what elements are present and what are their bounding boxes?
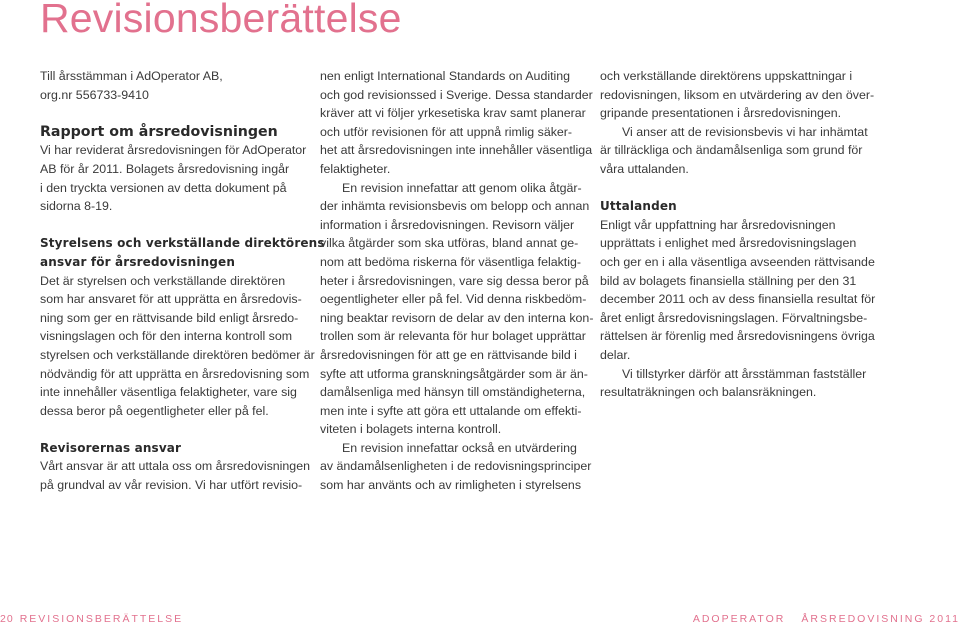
- text-line: våra uttalanden.: [600, 161, 689, 176]
- text-line: syfte att utforma granskningsåtgärder som är än-: [320, 366, 588, 381]
- evaluation-paragraph: [320, 439, 590, 495]
- text-line: året enligt årsredovisningslagen. Förvaltningsbe-: [600, 310, 868, 325]
- footer-report: ÅRSREDOVISNING 2011: [801, 613, 960, 625]
- text-line: oegentligheter eller på fel. Vid denna riskbedöm-: [320, 292, 587, 307]
- text-line: och verkställande direktörens uppskattningar i: [600, 69, 853, 83]
- text-line: gripande presentationen i årsredovisningen.: [600, 106, 842, 121]
- text-line: december 2011 och av dess finansiella resultat för: [600, 292, 876, 307]
- heading-board-responsibility-cont: ansvar för årsredovisningen: [40, 254, 236, 269]
- text-line: Enligt vår uppfattning har årsredovisningen: [600, 217, 836, 232]
- text-line: som har använts och av rimligheten i styrelsens: [320, 478, 582, 493]
- text-line: ning beaktar revisorn de delar av den interna kon-: [320, 310, 594, 325]
- recommendation-paragraph: [600, 365, 870, 402]
- text-line: Vi anser att de revisionsbevis vi har inhämtat: [622, 124, 868, 139]
- text-line: trollen som är relevanta för hur bolaget upprättar: [320, 329, 586, 344]
- text-line: visningslagen och för den interna kontroll som: [40, 329, 293, 344]
- text-line: En revision innefattar att genom olika åtgär-: [342, 180, 582, 195]
- text-line: dessa beror på oegentligheter eller på fel.: [40, 403, 269, 418]
- evidence-paragraph: [600, 123, 870, 179]
- text-line: nom att bedöma riskerna för väsentliga felaktig-: [320, 254, 582, 269]
- text-line: En revision innefattar också en utvärdering: [342, 440, 577, 455]
- text-line: der inhämta revisionsbevis om belopp och annan: [320, 199, 590, 214]
- estimates-paragraph: [600, 67, 875, 123]
- text-line: inte innehåller väsentliga felaktigheter, vare sig: [40, 385, 297, 400]
- text-line: nödvändig för att upprätta en årsredovisning som: [40, 366, 310, 381]
- text-line: Vi har reviderat årsredovisningen för AdOperator: [40, 143, 307, 158]
- text-line: Det är styrelsen och verkställande direktören: [40, 273, 286, 288]
- text-line: upprättats i enlighet med årsredovisningslagen: [600, 236, 857, 251]
- text-line: heter i årsredovisningen, vare sig dessa beror på: [320, 273, 589, 288]
- text-line: vilka åtgärder som ska utföras, bland annat ge-: [320, 236, 579, 251]
- text-line: men inte i syfte att göra ett uttalande om effekti-: [320, 403, 582, 418]
- text-line: felaktigheter.: [320, 161, 391, 176]
- page-number: 20: [0, 613, 14, 625]
- intro-paragraph: [40, 141, 312, 215]
- footer-right: [693, 612, 960, 626]
- text-line: årsredovisningen för att ge en rättvisande bild i: [320, 347, 577, 362]
- text-line: het att årsredovisningen inte innehåller väsentliga: [320, 143, 593, 158]
- text-line: och ger en i alla väsentliga avseenden rättvisande: [600, 254, 875, 269]
- address-block: [40, 67, 312, 104]
- text-line: rättelsen är förenlig med årsredovisningens övriga: [600, 329, 875, 344]
- footer-company: ADOPERATOR: [692, 613, 786, 625]
- text-line: och god revisionssed i Sverige. Dessa standarder: [320, 87, 593, 102]
- text-line: och utför revisionen för att uppnå rimlig säker-: [320, 124, 573, 139]
- text-line: i den tryckta versionen av detta dokument på: [40, 180, 287, 195]
- opinion-paragraph: [600, 216, 876, 365]
- heading-auditor-responsibility: Revisorernas ansvar: [40, 440, 182, 455]
- text-line: viteten i bolagets interna kontroll.: [320, 422, 502, 437]
- audit-procedures-paragraph: [320, 179, 594, 439]
- column-left: [40, 67, 325, 495]
- text-line: sidorna 8-19.: [40, 199, 113, 214]
- heading-report: Rapport om årsredovisningen: [40, 123, 278, 140]
- text-line: är tillräckliga och ändamålsenliga som grund för: [600, 143, 863, 158]
- page-title: Revisionsberättelse: [40, 0, 402, 41]
- text-line: av ändamålsenligheten i de redovisningsprinciper: [320, 459, 592, 474]
- footer-left: [0, 612, 183, 626]
- text-line: kräver att vi följer yrkesetiska krav samt planerar: [320, 106, 586, 121]
- text-line: Vårt ansvar är att uttala oss om årsredovisningen: [40, 459, 310, 474]
- column-right: [600, 67, 876, 402]
- footer-section: REVISIONSBERÄTTELSE: [19, 613, 184, 625]
- text-line: delar.: [600, 347, 631, 362]
- text-line: som har ansvaret för att upprätta en årsredovis-: [40, 292, 302, 307]
- text-line: resultaträkningen och balansräkningen.: [600, 385, 817, 400]
- heading-board-responsibility: Styrelsens och verkställande direktörens: [40, 236, 325, 251]
- text-line: styrelsen och verkställande direktören bedömer är: [40, 347, 315, 362]
- auditor-paragraph: [40, 457, 312, 494]
- standards-paragraph: [320, 67, 593, 179]
- text-line: Vi tillstyrker därför att årsstämman fastställer: [622, 366, 867, 381]
- address-line: Till årsstämman i AdOperator AB,: [40, 69, 223, 83]
- text-line: på grundval av vår revision. Vi har utfört revisio-: [40, 478, 303, 493]
- text-line: redovisningen, liksom en utvärdering av den över-: [600, 87, 875, 102]
- text-line: information i årsredovisningen. Revisorn väljer: [320, 217, 575, 232]
- heading-statements: Uttalanden: [600, 199, 677, 214]
- text-line: nen enligt International Standards on Auditing: [320, 69, 571, 83]
- text-line: bild av bolagets finansiella ställning per den 31: [600, 273, 857, 288]
- address-line: org.nr 556733-9410: [40, 87, 149, 102]
- text-line: ning som ger en rättvisande bild enligt årsredo-: [40, 310, 299, 325]
- board-paragraph: [40, 272, 315, 421]
- column-middle: [320, 67, 594, 495]
- text-line: AB för år 2011. Bolagets årsredovisning ingår: [40, 161, 290, 176]
- text-line: damålsenliga med hänsyn till omständigheterna,: [320, 385, 586, 400]
